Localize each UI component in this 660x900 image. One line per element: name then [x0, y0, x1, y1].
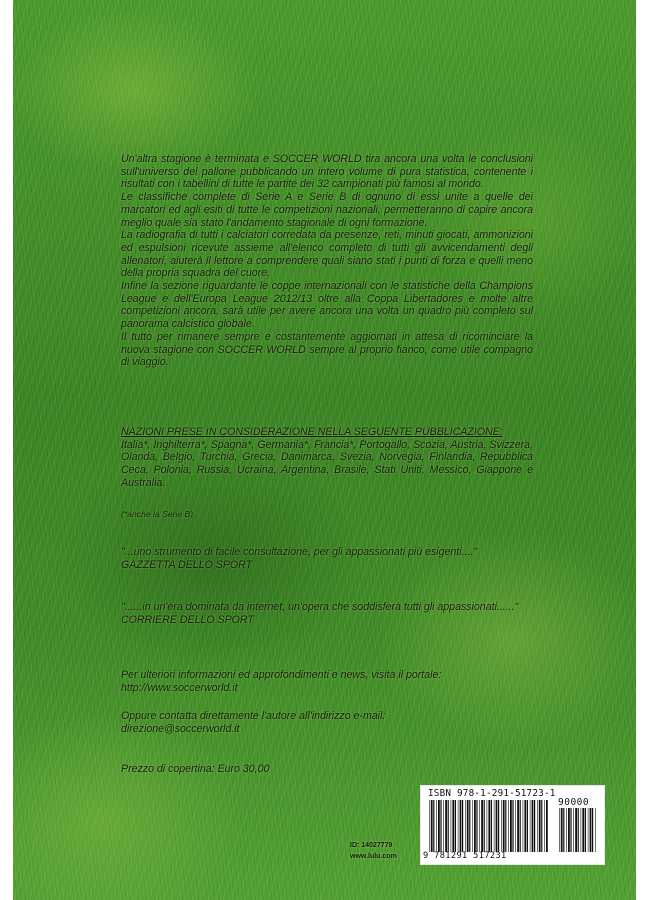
contact-line: Oppure contatta direttamente l'autore all'indirizzo e-mail:	[121, 710, 386, 722]
barcode-bar	[460, 800, 462, 852]
barcode-bar	[469, 800, 470, 852]
nations-list: Italia*, Inghilterra*, Spagna*, Germania*, Francia*, Portogallo, Scozia, Austria, Svizzera, Olanda, Belgio, Turchia, Grecia, Danimarca, Svezia, Norvegia, Finlandia, Repubblica Ceca, Polonia, Russia, Ucraina, Argentina, Brasile, Stati Uniti, Messico, Giappone e Australia.	[121, 438, 533, 489]
barcode-bar	[474, 800, 476, 852]
barcode-bar	[541, 800, 542, 852]
barcode-bar	[573, 808, 574, 852]
barcode-bar	[534, 800, 535, 852]
barcode-bar	[429, 800, 430, 852]
info-block	[121, 669, 533, 694]
barcode-bar	[508, 800, 509, 852]
nations-title: NAZIONI PRESE IN CONSIDERAZIONE NELLA SEGUENTE PUBBLICAZIONE:	[121, 426, 503, 438]
barcode-bar	[440, 800, 441, 852]
info-line: Per ulteriori informazioni ed approfondimenti e news, visita il portale:	[121, 669, 442, 681]
barcode-bar	[527, 800, 528, 852]
barcode-bar	[595, 808, 596, 852]
barcode-bar	[503, 800, 505, 852]
intro-text	[121, 153, 533, 369]
barcode-addon-bars	[559, 808, 597, 852]
barcode-bar	[546, 800, 548, 852]
email-link[interactable]: direzione@soccerworld.it	[121, 722, 240, 735]
intro-paragraph: Infine la sezione riguardante le coppe internazionali con le statistiche della Champions League e dell'Europa League 2012/13 oltre alla Coppa Libertadores e molte altre competizioni ancora, sarà utile per avere ancora una volta un quadro più completo sul panorama calcistico globale.	[121, 280, 533, 331]
barcode-bar	[501, 800, 502, 852]
lulu-id: ID: 14027779	[350, 842, 393, 849]
barcode-bar	[487, 800, 488, 852]
barcode-bar	[563, 808, 564, 852]
barcode-bar	[515, 800, 516, 852]
barcode-bar	[520, 800, 521, 852]
barcode-bar	[431, 800, 433, 852]
back-cover	[13, 0, 636, 900]
isbn-barcode	[420, 785, 605, 865]
nations-section	[121, 426, 533, 490]
barcode-bar	[498, 800, 499, 852]
barcode-bar	[433, 800, 434, 852]
barcode-bar	[443, 800, 444, 852]
barcode-bar	[544, 800, 545, 852]
barcode-bar	[472, 800, 473, 852]
barcode-digits: 9 781291 517231	[423, 851, 507, 861]
barcode-bar	[578, 808, 579, 852]
barcode-bar	[588, 808, 589, 852]
barcode-bar	[575, 808, 577, 852]
quote-text: "...uno strumento di facile consultazione, per gli appassionati più esigenti...."	[121, 546, 478, 558]
intro-paragraph: Un'altra stagione è terminata e SOCCER WORLD tira ancora una volta le conclusioni sull'universo del pallone pubblicando un intero volume di pura statistica, contenente i risultati con i tabellini di tutte le partite dei 32 campionati più famosi al mondo.	[121, 153, 533, 191]
cover-price: Prezzo di copertina: Euro 30,00	[121, 763, 270, 775]
barcode-bar	[532, 800, 534, 852]
barcode-bar	[559, 808, 560, 852]
barcode-bar	[561, 808, 563, 852]
barcode-bar	[465, 800, 466, 852]
barcode-bar	[445, 800, 447, 852]
barcode-bar	[467, 800, 469, 852]
intro-paragraph: La radiografia di tutti i calciatori corredata da presenze, reti, minuti giocati, ammonizioni ed espulsioni ricevute assieme all'elenco completo di tutti gli avvicendamenti degli allenatori, aiuterà il lettore a comprendere quali siano stati i punti di forza e quelli meno della propria squadra del cuore.	[121, 229, 533, 280]
intro-paragraph: Le classifiche complete di Serie A e Serie B di ognuno di essi unite a quelle dei marcatori ed agli esiti di tutte le competizioni nazionali, permetteranno di capire ancora meglio quale sia stato l'andamento stagionale di ogni formazione.	[121, 191, 533, 229]
barcode-bar	[479, 800, 480, 852]
barcode-bar	[438, 800, 440, 852]
barcode-bar	[524, 800, 526, 852]
quote-source: GAZZETTA DELLO SPORT	[121, 558, 253, 571]
quote-gazzetta	[121, 546, 533, 571]
barcode-bar	[512, 800, 513, 852]
barcode-bar	[494, 800, 495, 852]
barcode-bar	[537, 800, 538, 852]
barcode-bars	[429, 800, 549, 852]
barcode-bar	[592, 808, 593, 852]
barcode-bar	[436, 800, 437, 852]
barcode-bar	[539, 800, 541, 852]
barcode-bar	[491, 800, 492, 852]
barcode-bar	[458, 800, 459, 852]
barcode-bar	[566, 808, 567, 852]
barcode-bar	[505, 800, 506, 852]
barcode-bar	[581, 808, 582, 852]
intro-paragraph: Il tutto per rimanere sempre e costantemente aggiornati in attesa di ricominciare la nuova stagione con SOCCER WORLD sempre al proprio fianco, come utile compagno di viaggio.	[121, 330, 533, 369]
quote-corriere	[121, 601, 533, 626]
barcode-bar	[484, 800, 485, 852]
barcode-bar	[510, 800, 512, 852]
barcode-bar	[462, 800, 463, 852]
barcode-bar	[568, 808, 570, 852]
contact-block	[121, 710, 533, 735]
barcode-bar	[530, 800, 531, 852]
isbn-label: ISBN 978-1-291-51723-1	[428, 788, 556, 799]
barcode-bar	[448, 800, 449, 852]
lulu-site: www.lulu.com	[350, 853, 397, 860]
barcode-bar	[451, 800, 452, 852]
barcode-bar	[582, 808, 584, 852]
barcode-bar	[455, 800, 456, 852]
quote-text: "......in un'era dominata da internet, un'opera che soddisferà tutti gli appassionati......"	[121, 601, 519, 613]
barcode-bar	[523, 800, 524, 852]
quote-source: CORRIERE DELLO SPORT	[121, 613, 254, 626]
barcode-bar	[590, 808, 592, 852]
addon-digits: 90000	[558, 797, 590, 808]
barcode-bar	[488, 800, 490, 852]
barcode-bar	[517, 800, 519, 852]
barcode-bar	[496, 800, 498, 852]
barcode-bar	[585, 808, 586, 852]
nations-note: (*anche la Serie B)	[121, 509, 194, 519]
barcode-bar	[476, 800, 477, 852]
barcode-bar	[570, 808, 571, 852]
website-link[interactable]: http://www.soccerworld.it	[121, 681, 238, 694]
barcode-bar	[452, 800, 454, 852]
barcode-bar	[481, 800, 483, 852]
